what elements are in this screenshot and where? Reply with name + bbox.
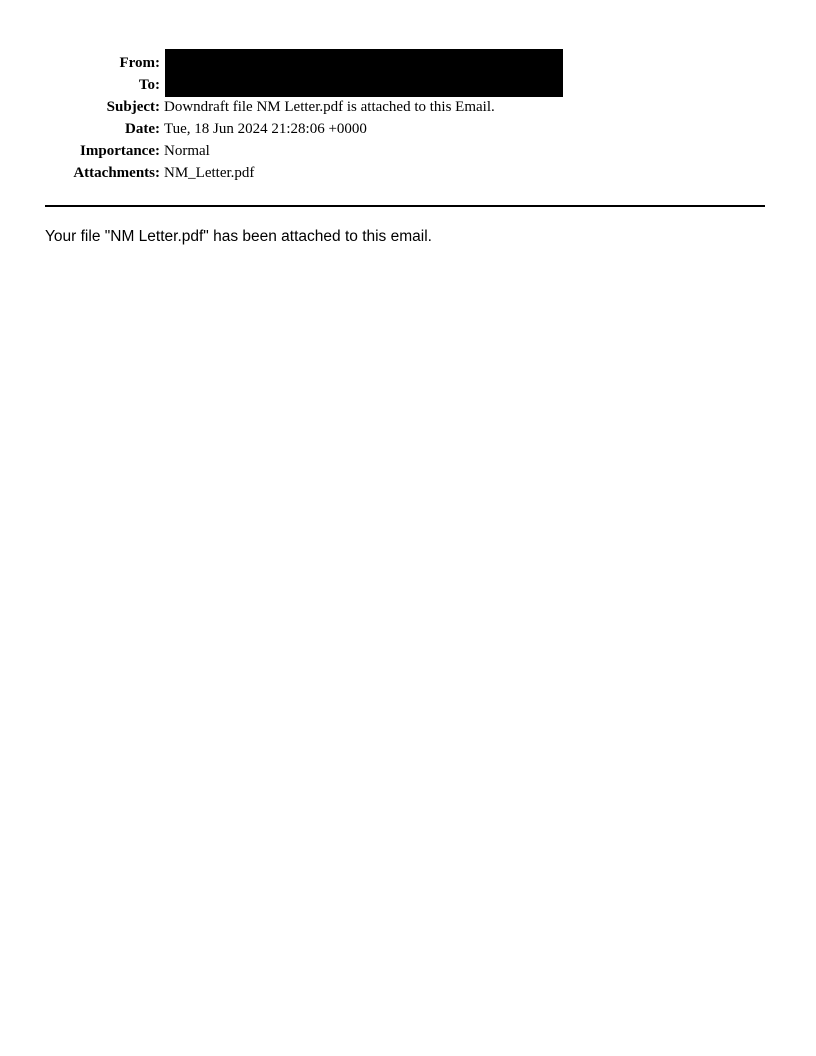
importance-label: Importance:	[80, 143, 160, 159]
importance-value: Normal	[164, 143, 210, 159]
attachments-label: Attachments:	[73, 165, 160, 181]
date-label: Date:	[125, 121, 160, 137]
from-label: From:	[119, 55, 160, 71]
attachments-row	[0, 162, 816, 184]
importance-row	[0, 140, 816, 162]
email-body-text: Your file "NM Letter.pdf" has been attached to this email.	[45, 228, 432, 245]
subject-label: Subject:	[106, 99, 160, 115]
date-row	[0, 118, 816, 140]
attachment-link[interactable]: NM_Letter.pdf	[164, 165, 255, 181]
subject-value: Downdraft file NM Letter.pdf is attached to this Email.	[164, 99, 495, 115]
to-label: To:	[138, 77, 160, 93]
header-divider	[45, 205, 765, 207]
redaction-block	[165, 49, 563, 97]
date-value: Tue, 18 Jun 2024 21:28:06 +0000	[164, 121, 367, 137]
subject-row	[0, 96, 816, 118]
